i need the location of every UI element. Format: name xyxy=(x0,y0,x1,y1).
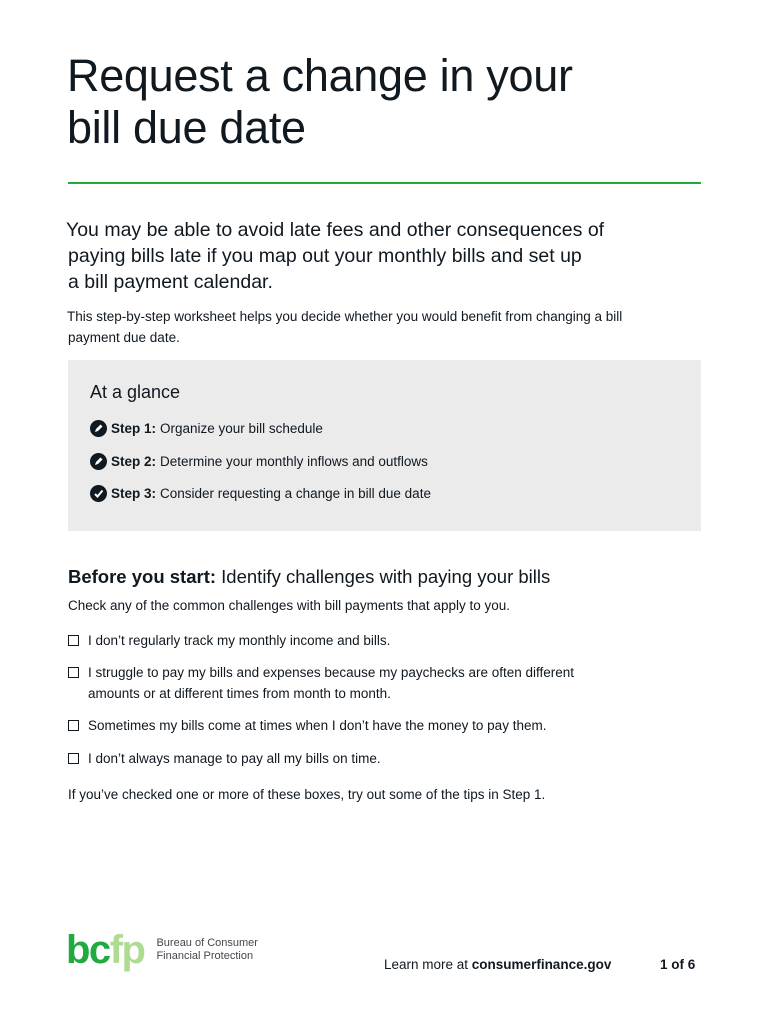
step-3-label: Step 3: xyxy=(111,485,157,501)
checkbox[interactable] xyxy=(68,667,79,678)
at-a-glance-heading: At a glance xyxy=(90,382,181,402)
checkbox[interactable] xyxy=(68,720,79,731)
green-divider xyxy=(68,182,701,184)
lead-line-3: a bill payment calendar. xyxy=(68,271,273,293)
lead-line-1: You may be able to avoid late fees and other consequences of xyxy=(66,219,605,241)
step-1 xyxy=(90,418,323,438)
checklist-item-text: I don’t regularly track my monthly income and bills. xyxy=(88,633,391,648)
checklist-item xyxy=(68,748,628,769)
step-3-text: Consider requesting a change in bill due date xyxy=(160,485,431,501)
org-name-line-2: Financial Protection xyxy=(156,950,254,962)
checkbox[interactable] xyxy=(68,753,79,764)
page-title-line-1: Request a change in your xyxy=(67,50,573,101)
step-1-text: Organize your bill schedule xyxy=(160,420,323,436)
pencil-icon xyxy=(90,453,107,470)
org-name xyxy=(156,937,276,963)
intro-line-1: This step-by-step worksheet helps you decide whether you would benefit from changing a bill xyxy=(67,309,623,324)
checklist-item-text: I don’t always manage to pay all my bills on time. xyxy=(88,751,381,766)
step-3 xyxy=(90,483,431,503)
before-you-start-bold: Before you start: xyxy=(68,566,217,587)
checklist-item-text: Sometimes my bills come at times when I don’t have the money to pay them. xyxy=(88,718,547,733)
step-1-label: Step 1: xyxy=(111,420,157,436)
logo-bc: bc xyxy=(66,928,110,972)
step-2 xyxy=(90,451,428,471)
lead-paragraph xyxy=(66,217,666,295)
checklist-item xyxy=(68,715,628,736)
bcfp-logo xyxy=(66,930,276,970)
closing-note: If you’ve checked one or more of these boxes, try out some of the tips in Step 1. xyxy=(68,787,546,802)
before-you-start-heading xyxy=(68,566,550,588)
bcfp-wordmark xyxy=(66,930,144,970)
step-2-label: Step 2: xyxy=(111,453,157,469)
learn-more-prefix: Learn more at xyxy=(384,957,472,972)
checklist-intro: Check any of the common challenges with bill payments that apply to you. xyxy=(68,598,510,613)
intro-line-2: payment due date. xyxy=(68,330,180,345)
intro-paragraph xyxy=(67,306,687,348)
org-name-line-1: Bureau of Consumer xyxy=(156,937,258,949)
page-title-line-2: bill due date xyxy=(67,102,306,153)
checkbox[interactable] xyxy=(68,635,79,646)
step-2-text: Determine your monthly inflows and outflows xyxy=(160,453,428,469)
learn-more xyxy=(384,957,611,972)
checklist-item xyxy=(68,662,608,704)
checklist-item xyxy=(68,630,628,651)
learn-more-link[interactable]: consumerfinance.gov xyxy=(471,957,612,972)
checkmark-icon xyxy=(90,485,107,502)
lead-line-2: paying bills late if you map out your monthly bills and set up xyxy=(68,245,582,267)
logo-fp: fp xyxy=(109,928,145,972)
at-a-glance-panel xyxy=(68,360,701,531)
page-number: 1 of 6 xyxy=(660,957,696,972)
page-title xyxy=(67,50,707,154)
pencil-icon xyxy=(90,420,107,437)
checklist-item-text: I struggle to pay my bills and expenses because my paychecks are often different amounts or at different times from month to month. xyxy=(88,665,575,701)
before-you-start-rest: Identify challenges with paying your bills xyxy=(221,566,551,587)
